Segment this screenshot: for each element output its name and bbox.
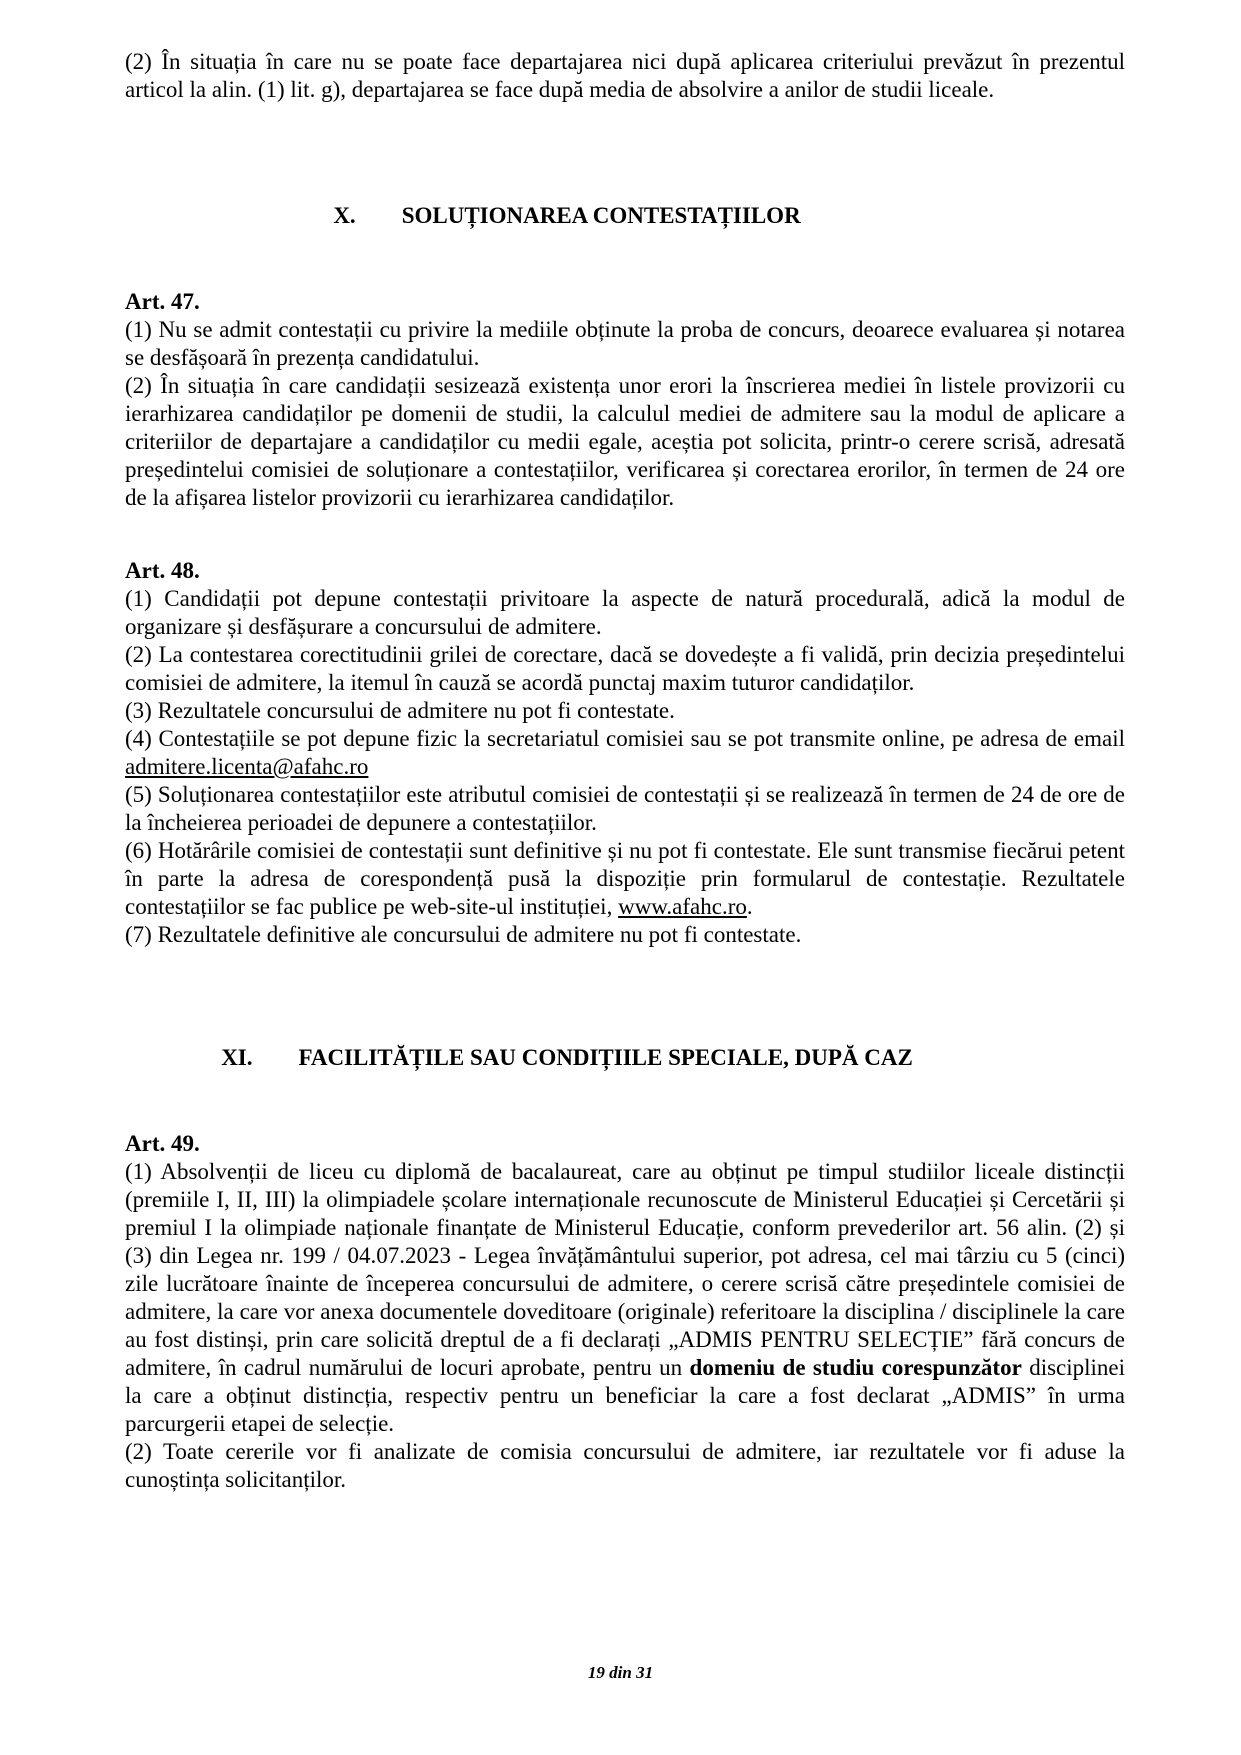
art-48-paragraph-4-text: (4) Contestațiile se pot depune fizic la secretariatul comisiei sau se pot transmite online, pe adresa de email [125,726,1125,751]
section-xi-title: FACILITĂȚILE SAU CONDIȚIILE SPECIALE, DUPĂ CAZ [298,1045,913,1070]
continuation-paragraph: (2) În situația în care nu se poate face departajarea nici după aplicarea criteriului prevăzut în prezentul articol la alin. (1) lit. g), departajarea se face după media de absolvire a anilor de studii liceale. [125,49,1125,102]
art-49-paragraph-1 [125,1158,1125,1438]
art-49-paragraph-1-text-end: disciplinei la care a obținut distincția, respectiv pentru un beneficiar la care a fost declarat „ADMIS” în urma parcurgerii etapei de selecție. [125,1355,1126,1436]
art-47-paragraph-1: (1) Nu se admit contestații cu privire la mediile obținute la proba de concurs, deoarece evaluarea și notarea se desfășoară în prezența candidatului. [125,317,1125,370]
page-number: 19 din 31 [587,1663,654,1682]
art-49-paragraph-1-text-start: (1) Absolvenții de liceu cu diplomă de bacalaureat, care au obținut pe timpul studiilor liceale distincții (premiile I, II, III) la olimpiadele școlare internaționale recunoscute de Ministerul Educației și Cercetării și premiul I la olimpiade naționale finanțate de Ministerul Educație, conform prevederilor art. 56 alin. (2) și (3) din Legea nr. 199 / 04.07.2023 - Legea învățământului superior, pot adresa, cel mai târziu cu 5 (cinci) zile lucrătoare înainte de începerea concursului de admitere, o cerere scrisă către președintele comisiei de admitere, la care vor anexa documentele doveditoare (originale) referitoare la disciplina / disciplinele la care au fost distinși, prin care solicită dreptul de a fi declarați „ADMIS PENTRU SELECȚIE” fără concurs de admitere, în cadrul numărului de locuri aprobate, pentru un [125,1159,1125,1380]
art-49-paragraph-2: (2) Toate cererile vor fi analizate de comisia concursului de admitere, iar rezultatele vor fi aduse la cunoștința solicitanților. [125,1439,1125,1492]
section-heading-xi [67,1044,1067,1072]
art-48-paragraph-5: (5) Soluționarea contestațiilor este atributul comisiei de contestații și se realizează în termen de 24 de ore de la încheierea perioadei de depunere a contestațiilor. [125,782,1125,835]
art-49-paragraph-1-bold-phrase: domeniu de studiu corespunzător [689,1355,1022,1380]
section-x-title: SOLUȚIONAREA CONTESTAȚIILOR [401,203,801,228]
section-heading-x [67,202,1067,230]
art-48-label: Art. 48. [125,558,200,583]
art-48-paragraph-3: (3) Rezultatele concursului de admitere nu pot fi contestate. [125,698,675,723]
art-48-paragraph-6-text: (6) Hotărârile comisiei de contestații sunt definitive și nu pot fi contestate. Ele sunt transmise fiecărui petent în parte la adresa de corespondență pusă la dispoziție prin formularul de contestație. Rezultatele contestațiilor se fac publice pe web-site-ul instituției, [125,838,1125,919]
art-48-paragraph-6 [125,837,1125,921]
section-x-number: X. [333,203,356,228]
institution-website-link[interactable]: www.afahc.ro [618,894,747,919]
contest-email-link[interactable]: admitere.licenta@afahc.ro [125,754,369,779]
art-48-paragraph-7: (7) Rezultatele definitive ale concursului de admitere nu pot fi contestate. [125,922,802,947]
art-49-label: Art. 49. [125,1131,200,1156]
art-47-paragraph-2: (2) În situația în care candidații sesizează existența unor erori la înscrierea mediei în listele provizorii cu ierarhizarea candidaților pe domenii de studii, la calculul mediei de admitere sau la modul de aplicare a criteriilor de departajare a candidaților cu medii egale, aceștia pot solicita, printr-o cerere scrisă, adresată președintelui comisiei de soluționare a contestațiilor, verificarea și corectarea erorilor, în termen de 24 ore de la afișarea listelor provizorii cu ierarhizarea candidaților. [125,373,1125,510]
art-47-label: Art. 47. [125,289,200,314]
art-48-paragraph-2: (2) La contestarea corectitudinii grilei de corectare, dacă se dovedește a fi validă, prin decizia președintelui comisiei de admitere, la itemul în cauză se acordă punctaj maxim tuturor candidaților. [125,642,1125,695]
art-48-paragraph-1: (1) Candidații pot depune contestații privitoare la aspecte de natură procedurală, adică la modul de organizare și desfășurare a concursului de admitere. [125,586,1125,639]
section-xi-number: XI. [221,1045,253,1070]
art-48-paragraph-6-period: . [746,894,753,919]
art-48-paragraph-4 [125,725,1125,781]
